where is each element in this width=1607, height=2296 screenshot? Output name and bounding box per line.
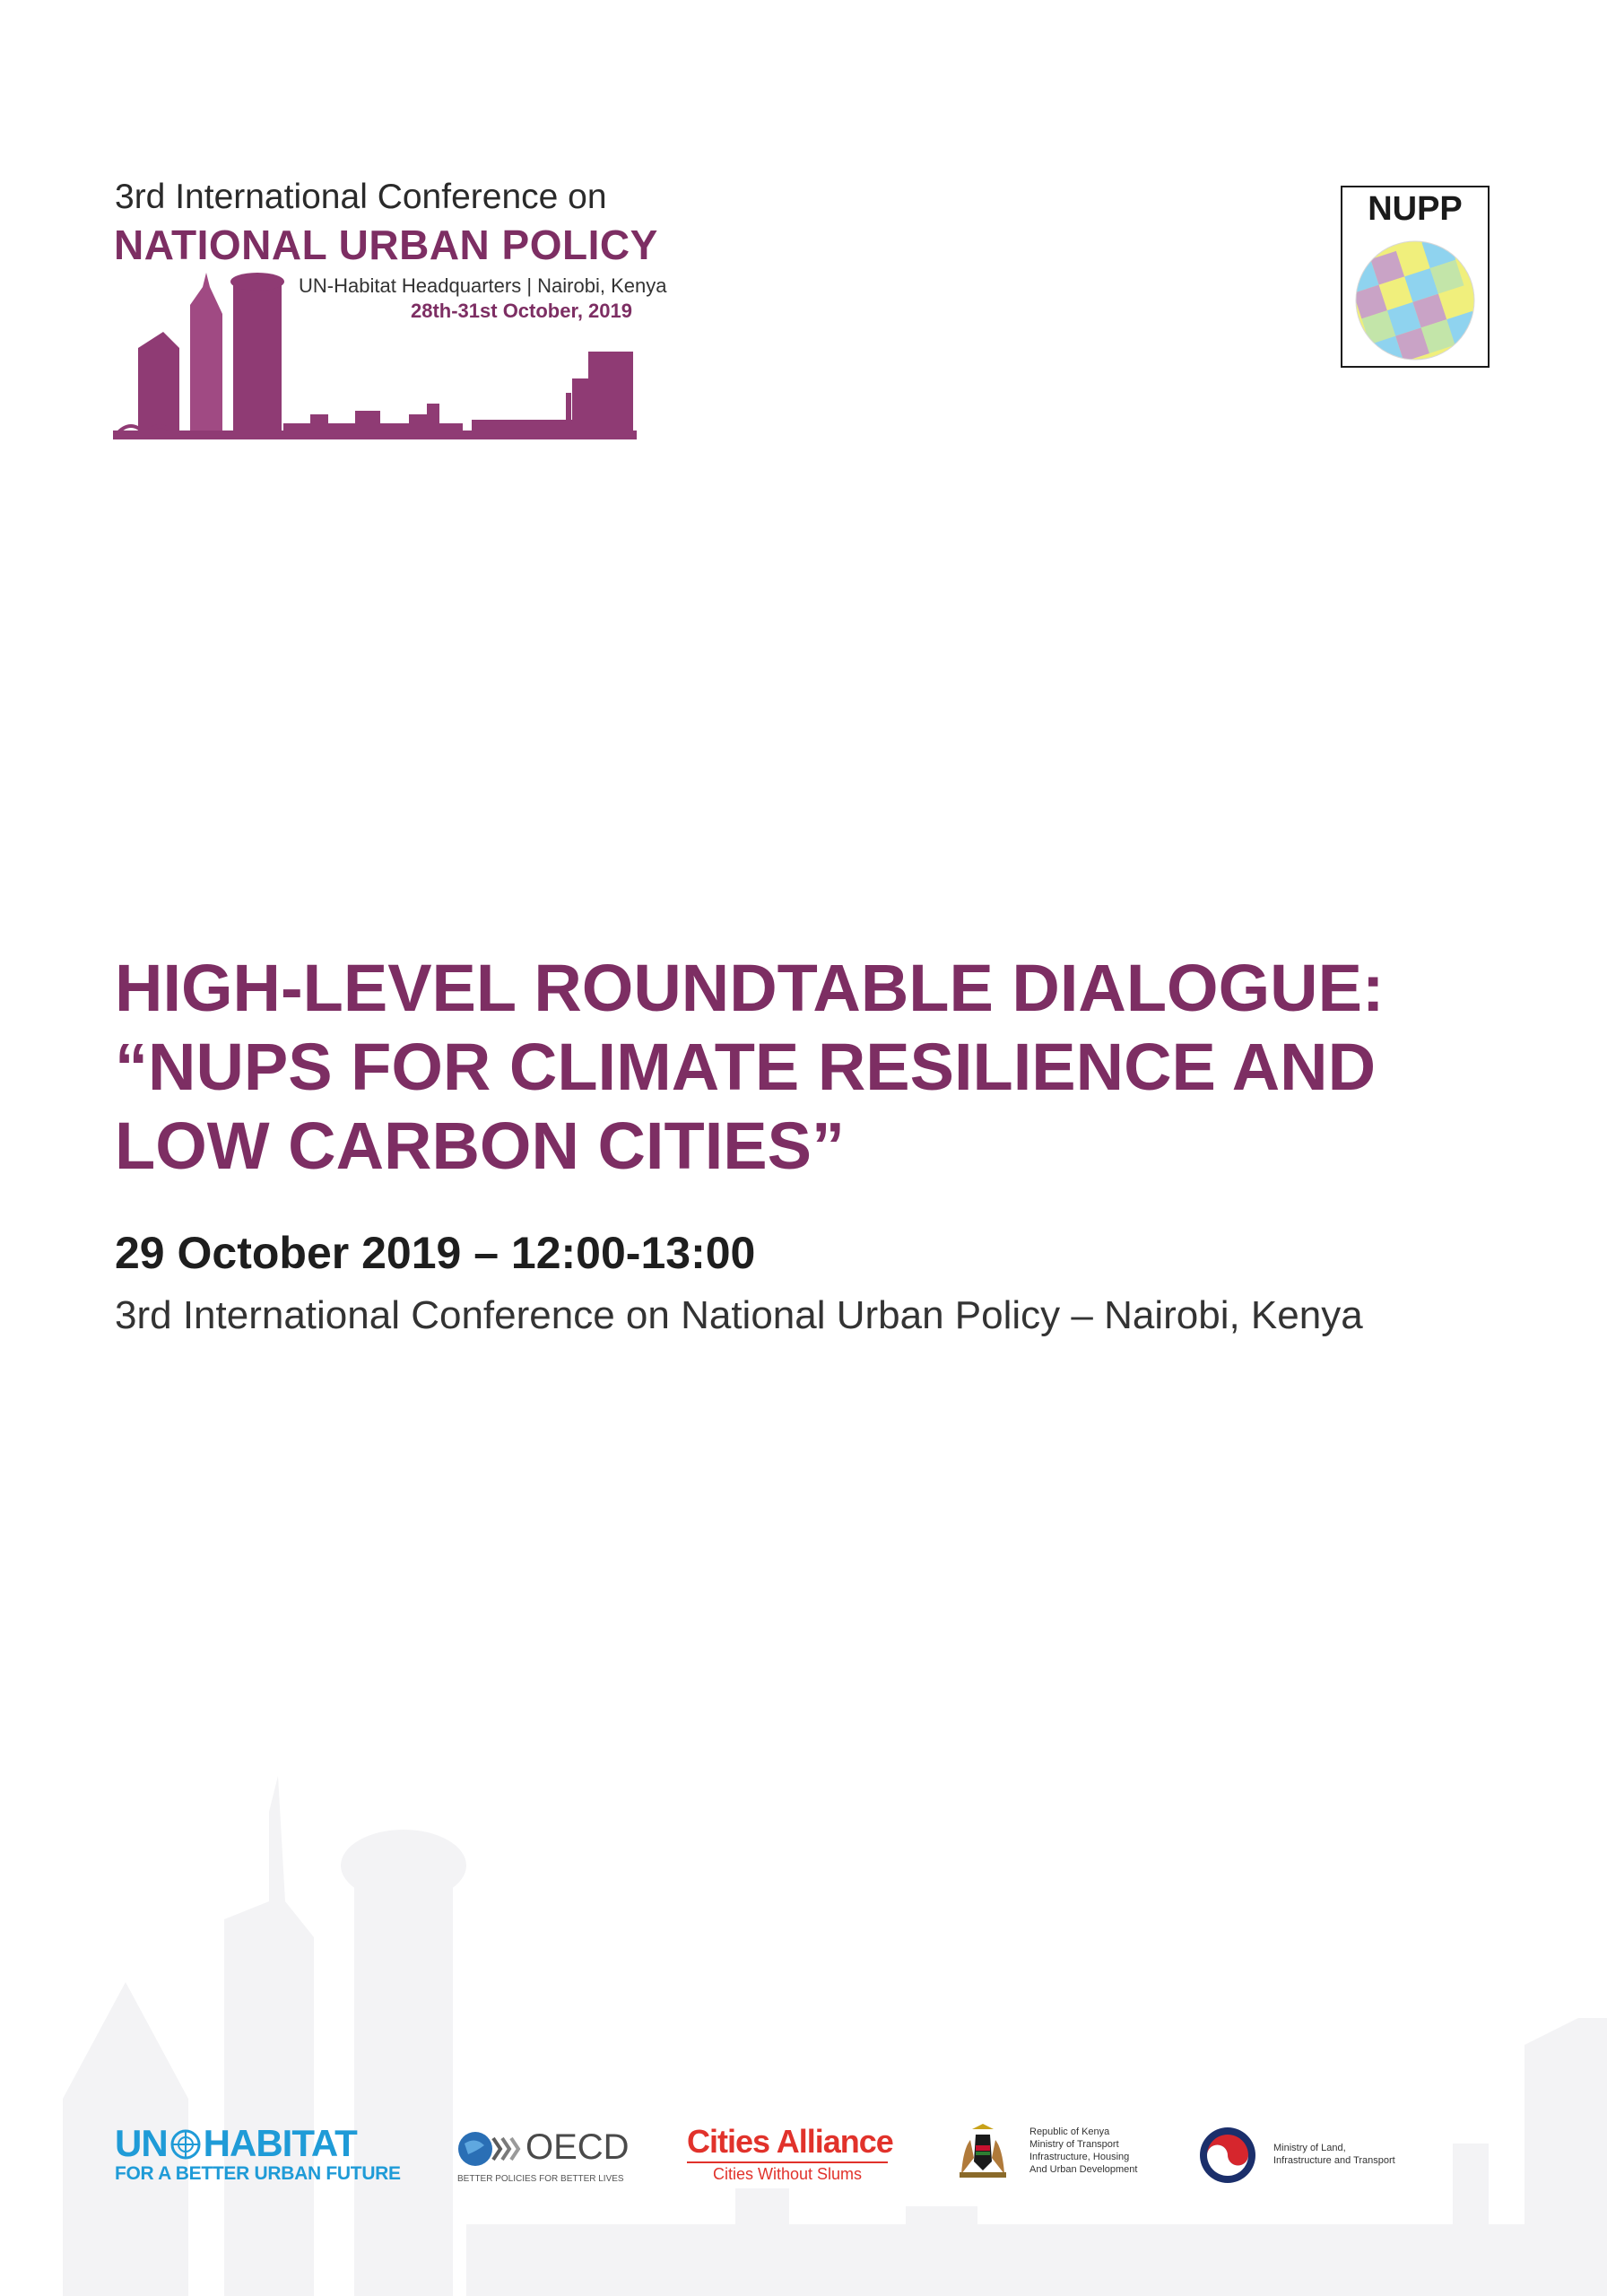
conference-dates: 28th-31st October, 2019 <box>410 300 632 322</box>
nupp-label: NUPP <box>1368 190 1463 228</box>
conference-venue: UN-Habitat Headquarters | Nairobi, Kenya <box>299 274 667 297</box>
headline-line: HIGH-LEVEL ROUNDTABLE DIALOGUE: <box>115 951 1385 1025</box>
cities-alliance-wordmark: Cities Alliance <box>687 2124 888 2163</box>
oecd-wordmark: OECD <box>526 2127 630 2167</box>
background-skyline <box>0 1722 1607 2296</box>
headline-line: “NUPS FOR CLIMATE RESILIENCE AND <box>115 1030 1377 1104</box>
headline <box>115 949 1514 1186</box>
korea-ministry-text: Ministry of Land, Infrastructure and Transport <box>1273 2143 1395 2166</box>
cities-alliance-tagline: Cities Without Slums <box>712 2165 863 2183</box>
unhabitat-logo <box>115 2124 401 2185</box>
oecd-tagline: BETTER POLICIES FOR BETTER LIVES <box>457 2174 624 2184</box>
conference-name: NATIONAL URBAN POLICY <box>114 222 658 268</box>
un-emblem-icon <box>169 2129 203 2160</box>
cities-alliance-logo <box>687 2123 893 2184</box>
korea-emblem-icon <box>1198 2126 1257 2185</box>
nupp-globe-icon <box>1350 235 1481 366</box>
unhabitat-wordmark: UN HABITAT <box>115 2122 357 2164</box>
oecd-globe-icon <box>457 2129 524 2169</box>
conference-intro: 3rd International Conference on <box>115 178 607 216</box>
kenya-coat-of-arms-icon <box>954 2122 1012 2179</box>
event-subtitle: 3rd International Conference on National Urban Policy – Nairobi, Kenya <box>115 1293 1363 1337</box>
unhabitat-tagline: FOR A BETTER URBAN FUTURE <box>115 2163 401 2184</box>
headline-line: LOW CARBON CITIES” <box>115 1109 845 1183</box>
event-date-time: 29 October 2019 – 12:00-13:00 <box>115 1228 756 1278</box>
conference-skyline-illustration <box>113 269 667 441</box>
kenya-ministry-text: Republic of Kenya Ministry of Transport Infrastructure, Housing And Urban Development <box>1029 2126 1138 2175</box>
oecd-logo <box>457 2127 637 2190</box>
